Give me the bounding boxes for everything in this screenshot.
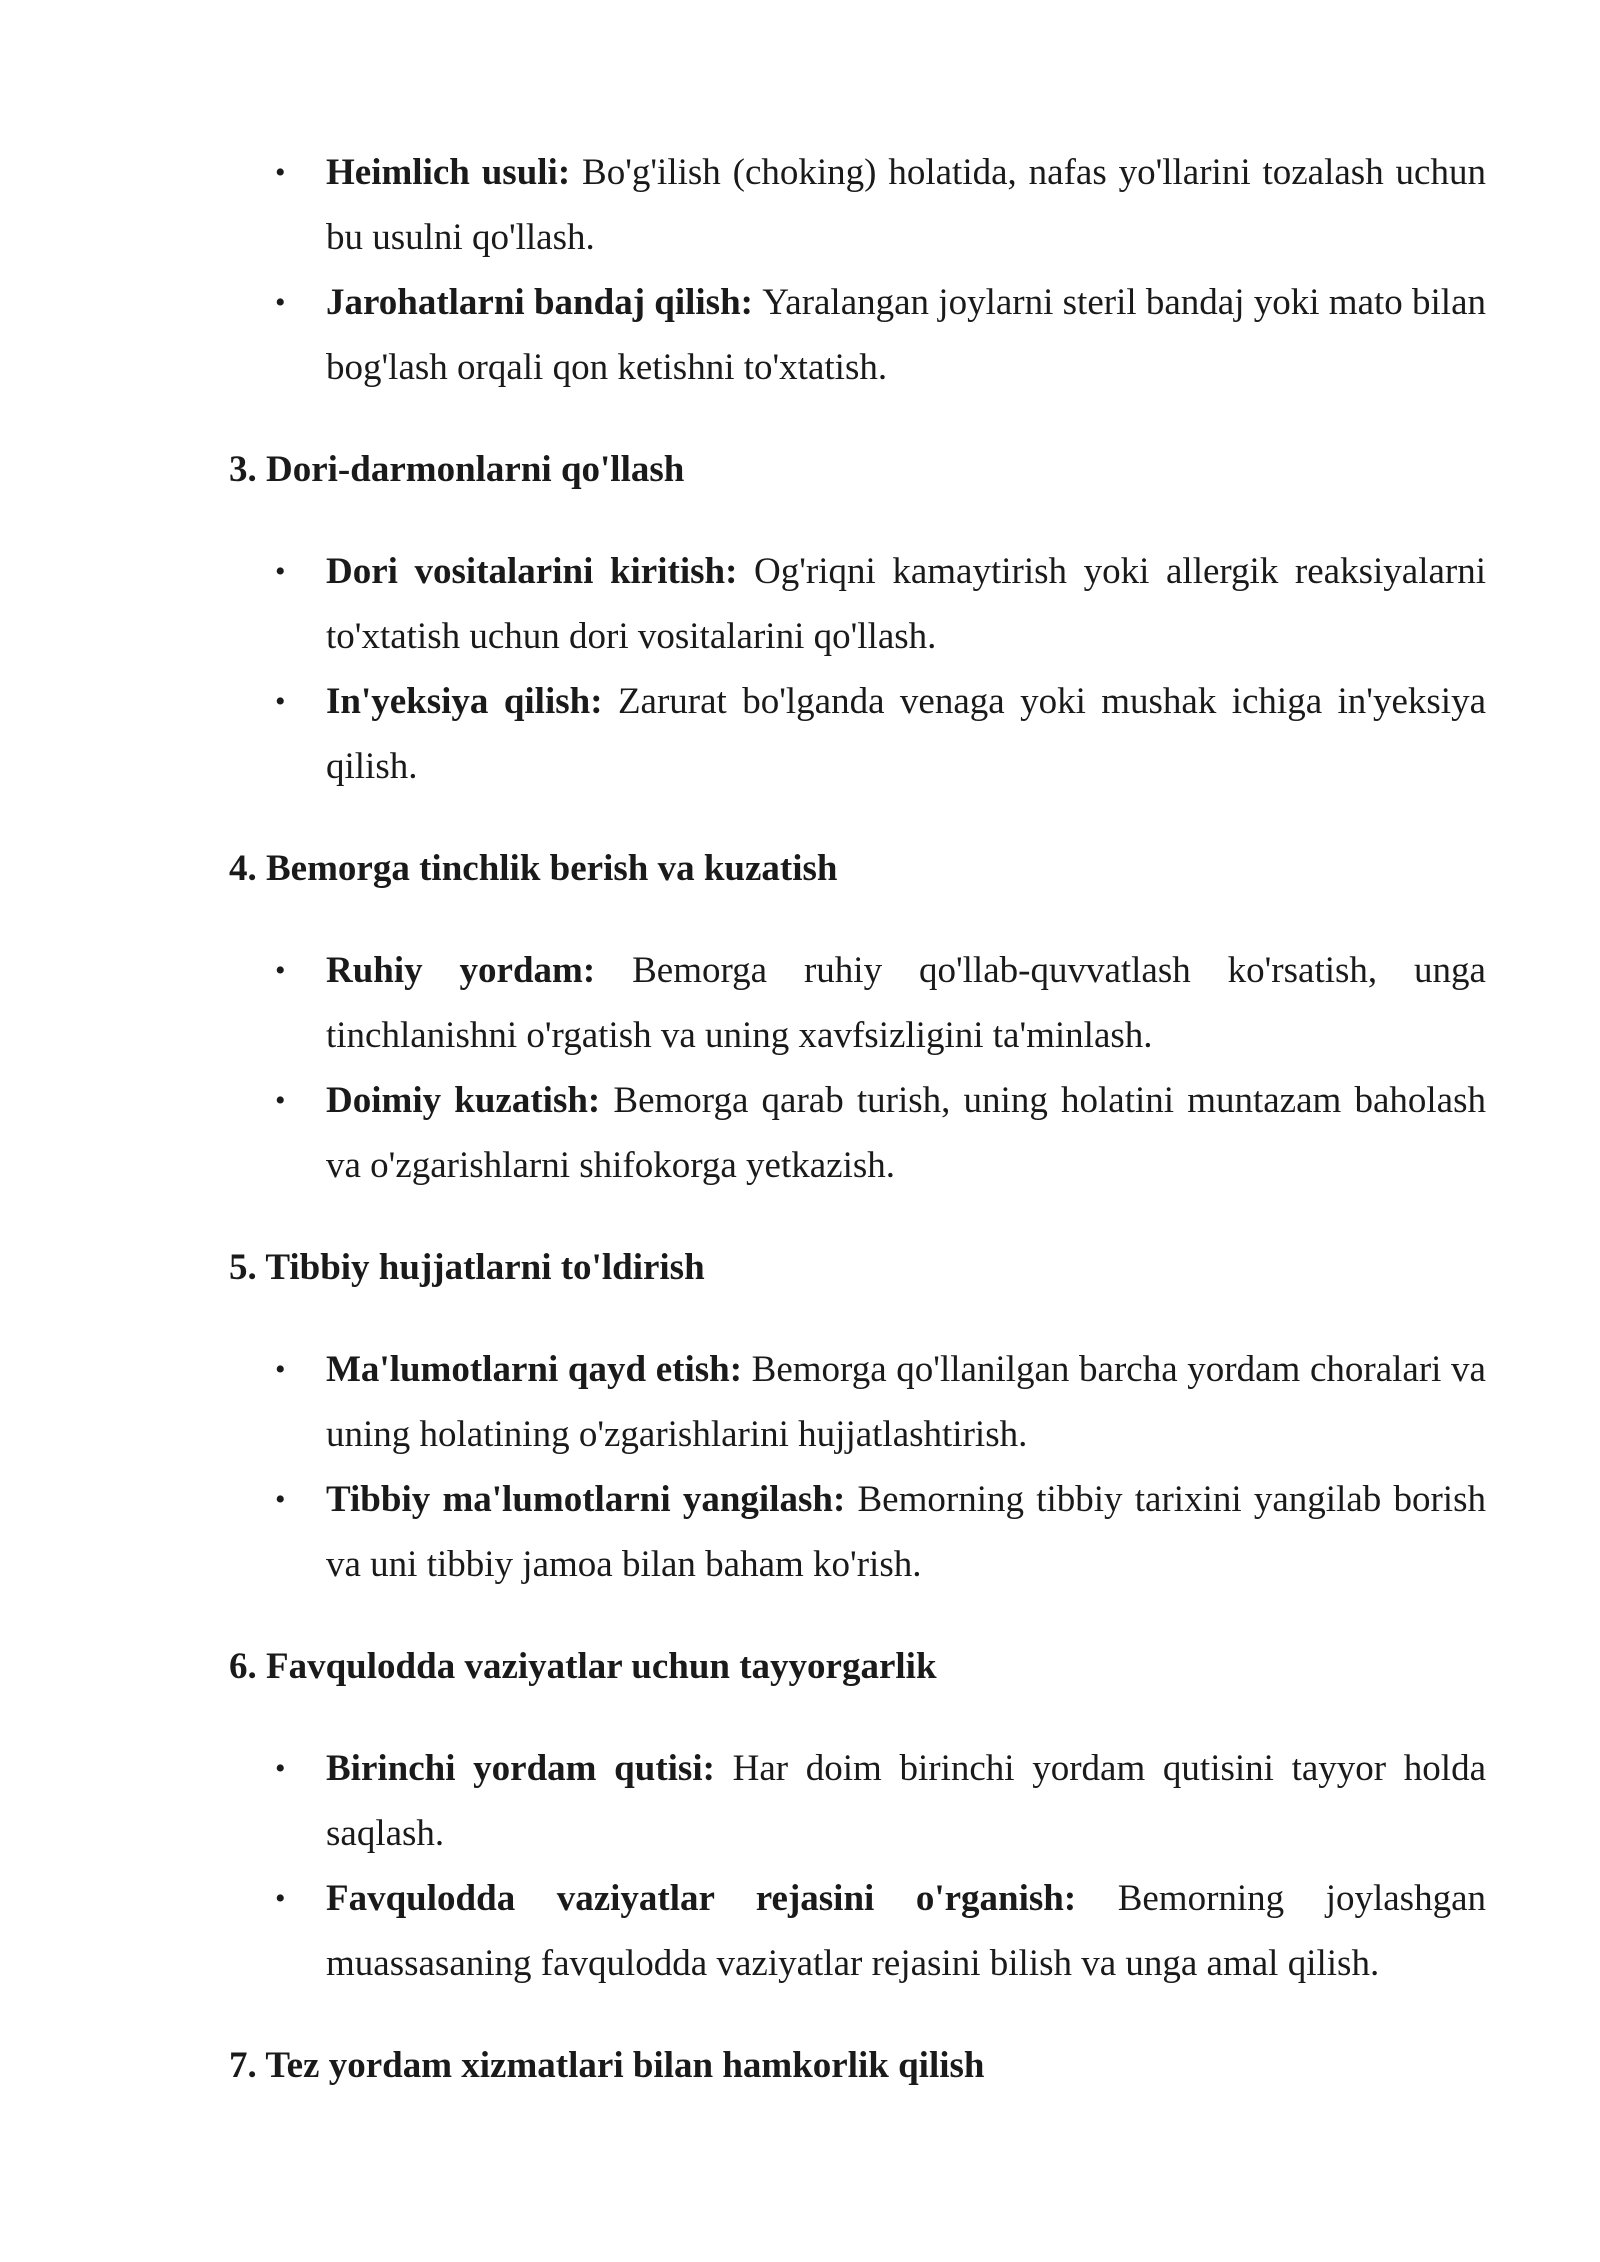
item-text: Bemorga qo'llanilgan barcha yordam choralari va uning holatining o'zgarishlarini hujjatlashtirish. <box>326 1349 1486 1455</box>
item-term: Tibbiy ma'lumotlarni yangilash: <box>326 1479 858 1520</box>
item-text: Har doim birinchi yordam qutisini tayyor holda saqlash. <box>326 1748 1486 1854</box>
list-item <box>229 270 1486 400</box>
item-text: Zarurat bo'lganda venaga yoki mushak ichiga in'yeksiya qilish. <box>326 681 1487 787</box>
item-text: Bemorga qarab turish, uning holatini muntazam baholash va o'zgarishlarni shifokorga yetkazish. <box>326 1080 1486 1186</box>
list-item <box>229 1068 1486 1198</box>
list-item <box>229 539 1486 669</box>
bullet-icon: • <box>275 954 286 987</box>
bullet-icon: • <box>275 286 286 319</box>
item-term: Birinchi yordam qutisi: <box>326 1748 733 1789</box>
list-item <box>229 938 1486 1068</box>
list-item <box>229 140 1486 270</box>
bullet-list <box>229 1736 1486 1996</box>
item-term: Favqulodda vaziyatlar rejasini o'rganish: <box>326 1878 1118 1919</box>
section-heading: 6. Favqulodda vaziyatlar uchun tayyorgarlik <box>229 1646 937 1687</box>
bullet-list <box>229 140 1486 400</box>
list-item <box>229 1337 1486 1467</box>
bullet-list <box>229 539 1486 799</box>
item-text: Bemorning joylashgan muassasaning favqulodda vaziyatlar rejasini bilish va unga amal qilish. <box>326 1878 1487 1984</box>
bullet-icon: • <box>275 685 286 718</box>
item-text: Yaralangan joylarni steril bandaj yoki mato bilan bog'lash orqali qon ketishni to'xtatish. <box>326 282 1487 388</box>
bullet-icon: • <box>275 1882 286 1915</box>
bullet-icon: • <box>275 1353 286 1386</box>
list-item <box>229 1866 1486 1996</box>
document-page <box>229 140 1486 2135</box>
item-text: Bemorning tibbiy tarixini yangilab borish va uni tibbiy jamoa bilan baham ko'rish. <box>326 1479 1486 1585</box>
item-term: In'yeksiya qilish: <box>326 681 618 722</box>
item-text: Og'riqni kamaytirish yoki allergik reaksiyalarni to'xtatish uchun dori vositalarini qo'llash. <box>326 551 1486 657</box>
item-text: Bo'g'ilish (choking) holatida, nafas yo'llarini tozalash uchun bu usulni qo'llash. <box>326 152 1486 258</box>
section-heading: 7. Tez yordam xizmatlari bilan hamkorlik qilish <box>229 2045 985 2086</box>
list-item <box>229 669 1486 799</box>
item-term: Ruhiy yordam: <box>326 950 633 991</box>
list-item <box>229 1736 1486 1866</box>
section-heading: 5. Tibbiy hujjatlarni to'ldirish <box>229 1247 705 1288</box>
list-item <box>229 1467 1486 1597</box>
section-heading: 4. Bemorga tinchlik berish va kuzatish <box>229 848 838 889</box>
section-heading: 3. Dori-darmonlarni qo'llash <box>229 449 685 490</box>
item-term: Heimlich usuli: <box>326 152 583 193</box>
item-term: Ma'lumotlarni qayd etish: <box>326 1349 752 1390</box>
bullet-icon: • <box>275 555 286 588</box>
bullet-list <box>229 1337 1486 1597</box>
item-text: Bemorga ruhiy qo'llab-quvvatlash ko'rsatish, unga tinchlanishni o'rgatish va uning xavfsizligini ta'minlash. <box>326 950 1486 1056</box>
bullet-list <box>229 938 1486 1198</box>
bullet-icon: • <box>275 156 286 189</box>
bullet-icon: • <box>275 1084 286 1117</box>
bullet-icon: • <box>275 1752 286 1785</box>
item-term: Doimiy kuzatish: <box>326 1080 614 1121</box>
bullet-icon: • <box>275 1483 286 1516</box>
item-term: Jarohatlarni bandaj qilish: <box>326 282 763 323</box>
item-term: Dori vositalarini kiritish: <box>326 551 754 592</box>
